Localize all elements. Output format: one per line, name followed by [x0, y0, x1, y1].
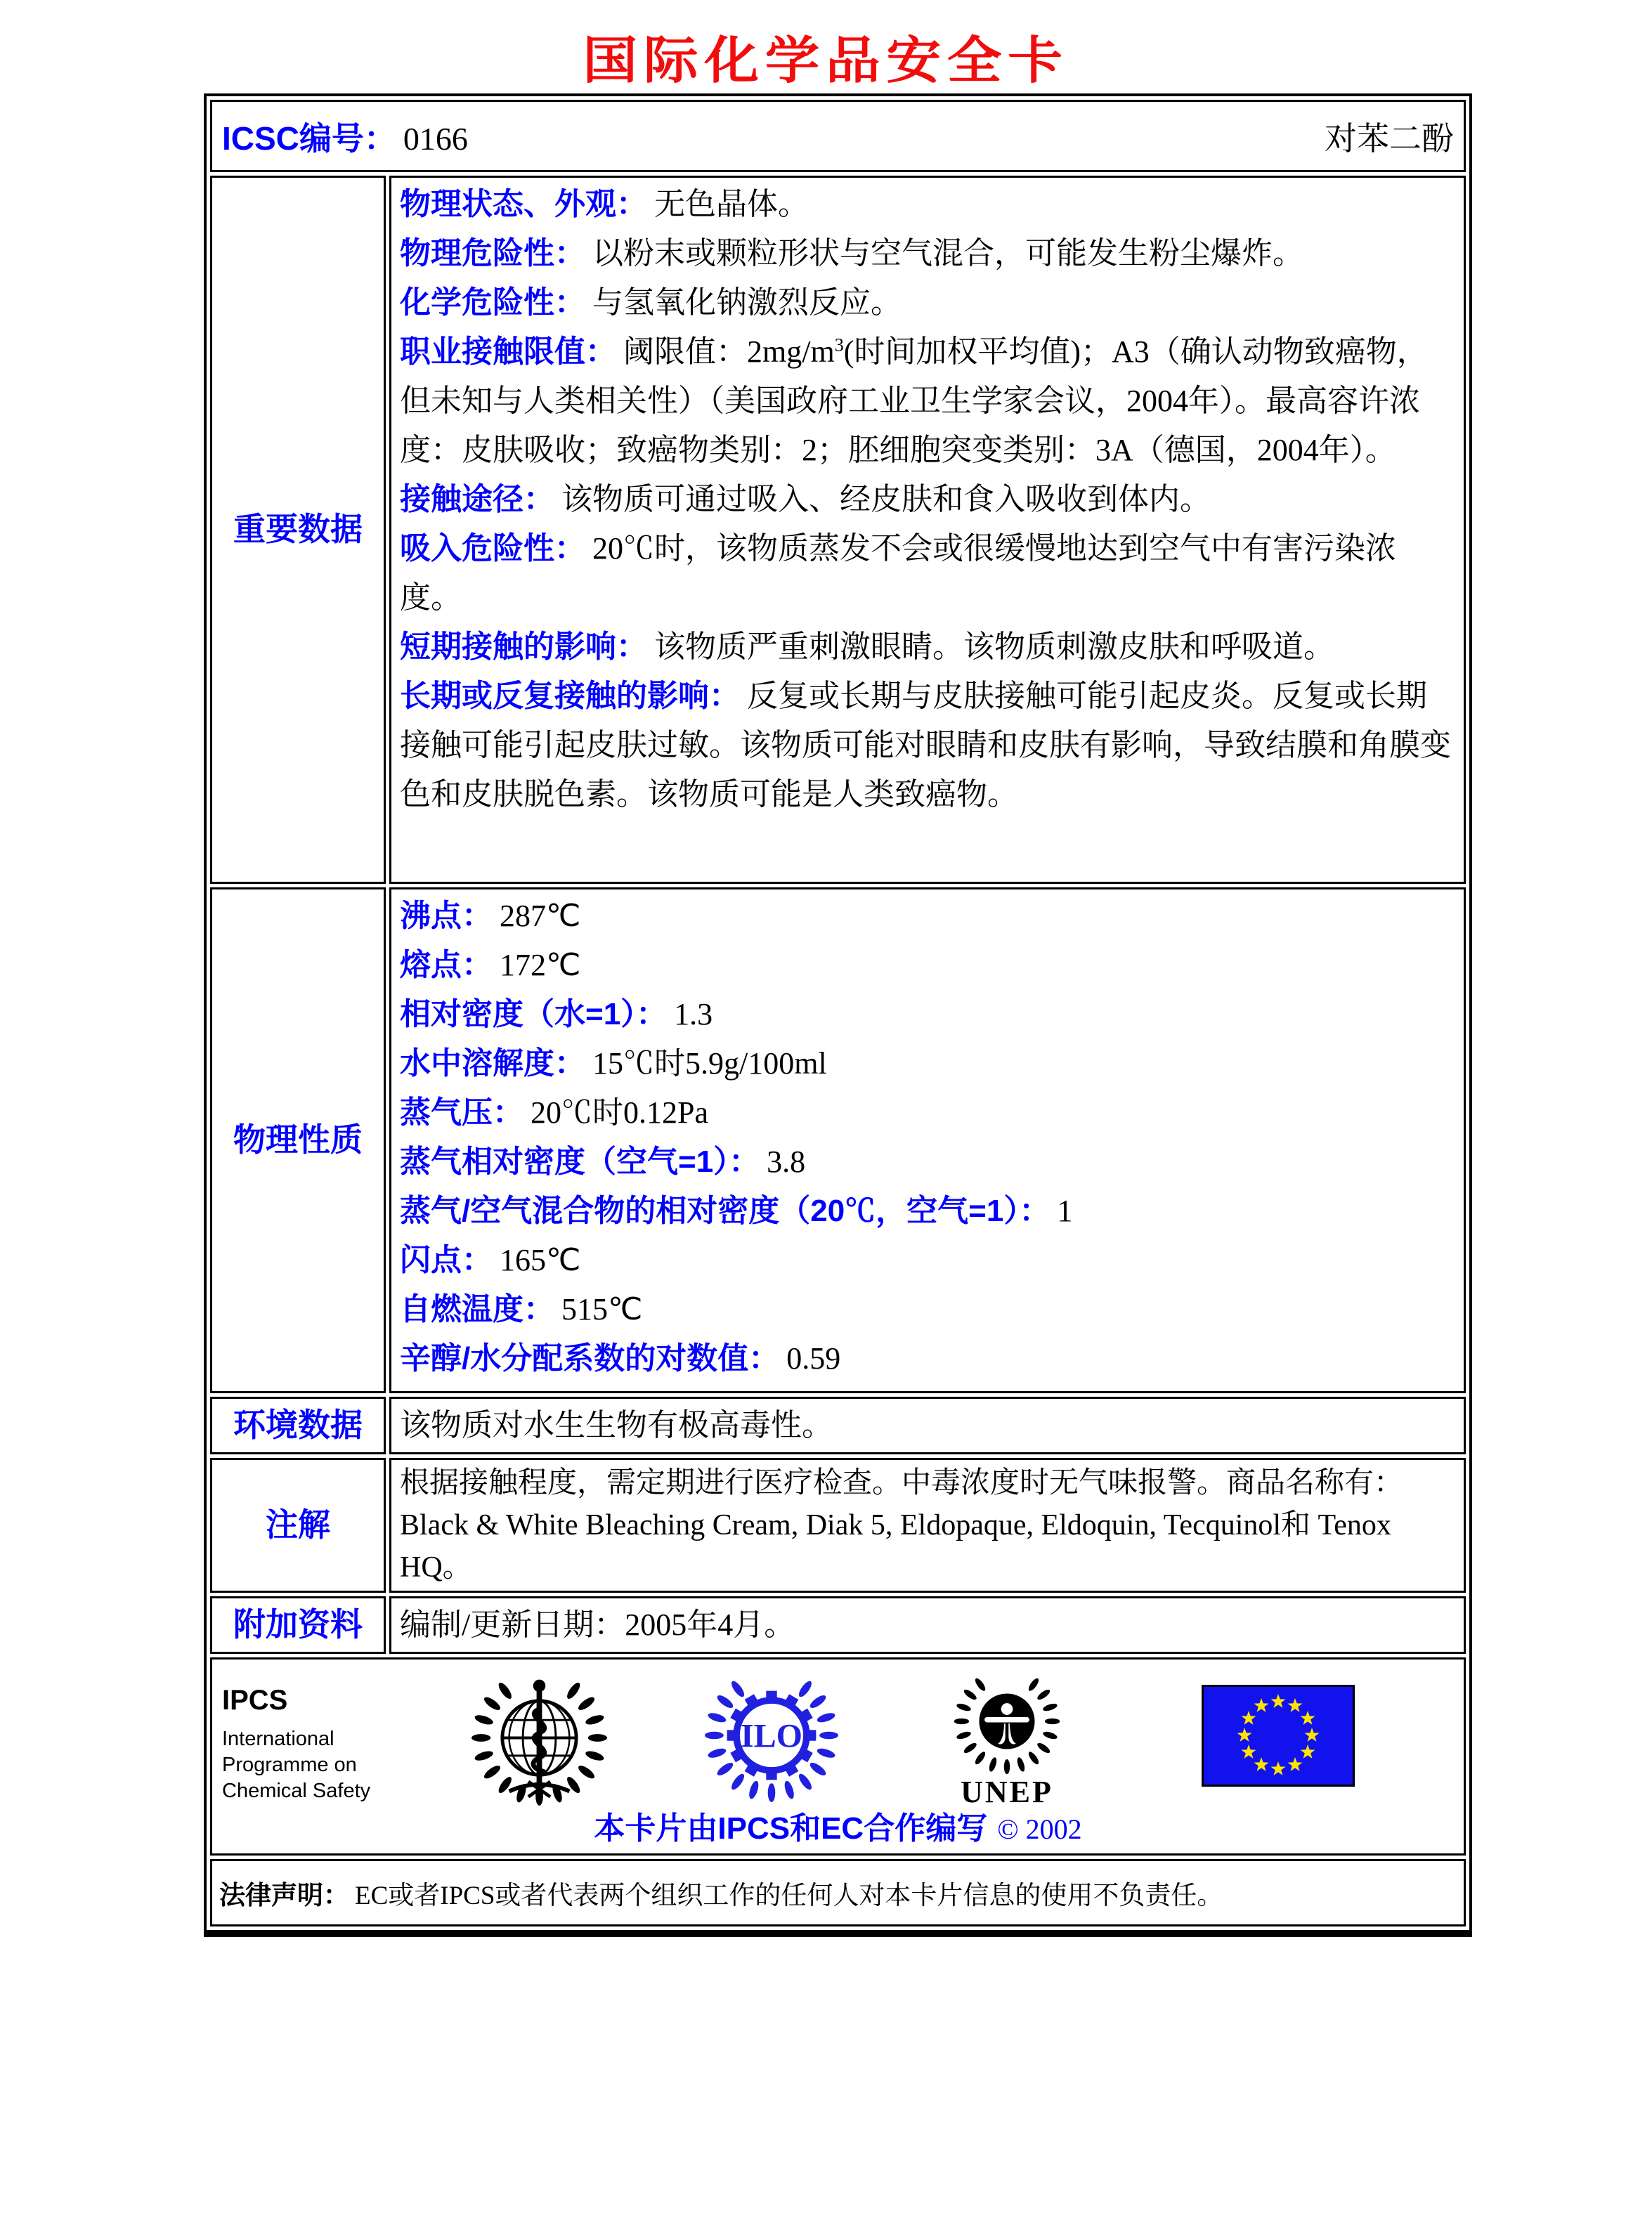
entry-label: 短期接触的影响：: [400, 630, 647, 664]
ilo-wordmark: ILO: [740, 1717, 803, 1755]
entry-autoignition-temperature: [400, 1285, 1455, 1334]
entry-label: 相对密度（水=1）：: [400, 997, 668, 1031]
entry-label: 沸点：: [400, 899, 493, 933]
entry-text: 反复或长期与皮肤接触可能引起皮炎。反复或长期接触可能引起皮肤过敏。该物质可能对眼睛和皮肤有影响，导致结膜和角膜变色和皮肤脱色素。该物质可能是人类致癌物。: [400, 679, 1451, 811]
entry-exposure-routes: [400, 475, 1455, 524]
copyright: © 2002: [997, 1813, 1082, 1845]
entry-text: 阈限值：2mg/m: [623, 334, 835, 369]
entry-label: 水中溶解度：: [400, 1046, 585, 1081]
entry-text: 该物质可通过吸入、经皮肤和食入吸收到体内。: [561, 482, 1211, 516]
entry-text: 1: [1057, 1194, 1073, 1228]
header-row: [210, 100, 1466, 172]
ipcs-name-line: International: [222, 1728, 334, 1750]
entry-label: 辛醇/水分配系数的对数值：: [400, 1341, 780, 1376]
entry-melting-point: [400, 941, 1455, 990]
entry-text: 20℃时0.12Pa: [531, 1095, 708, 1130]
entry-text: 515℃: [561, 1292, 643, 1326]
entry-boiling-point: [400, 892, 1455, 941]
entry-inhalation-risk: [400, 524, 1455, 622]
ipcs-text-block: [222, 1685, 370, 1804]
entry-text: 172℃: [500, 948, 581, 982]
additional-info-row: [210, 1596, 1466, 1654]
physical-properties-content: [389, 887, 1466, 1393]
section-label-environmental-data: 环境数据: [210, 1397, 386, 1454]
important-data-row: [210, 176, 1466, 884]
ipcs-name-line: Chemical Safety: [222, 1780, 371, 1802]
superscript-3: 3: [834, 334, 844, 356]
entry-label: 接触途径：: [400, 482, 554, 516]
icsc-number-label: ICSC编号：: [222, 119, 396, 157]
entry-label: 长期或反复接触的影响：: [400, 679, 740, 713]
entry-text: 20℃时，该物质蒸发不会或很缓慢地达到空气中有害污染浓度。: [400, 531, 1396, 615]
legal-cell: [210, 1859, 1466, 1926]
entry-long-term-effects: [400, 672, 1455, 819]
page-title: 国际化学品安全卡: [583, 33, 1069, 89]
entry-physical-state: [400, 180, 1455, 229]
unep-wordmark: UNEP: [961, 1775, 1053, 1809]
entry-label: 蒸气/空气混合物的相对密度（20℃，空气=1）：: [400, 1194, 1051, 1228]
entry-text: (时间加权平均值)；A3（确认动物致癌物，但未知与人类相关性）（美国政府工业卫生学家会议，2004年）。最高容许浓度：皮肤吸收；致癌物类别：2；胚细胞突变类别：3A（德国，2004年）。: [400, 334, 1428, 467]
icsc-number: 0166: [403, 120, 468, 157]
entry-occupational-limits: [400, 327, 1455, 475]
entry-label: 熔点：: [400, 948, 493, 982]
entry-label: 蒸气相对密度（空气=1）：: [400, 1145, 760, 1179]
entry-vapor-relative-density: [400, 1137, 1455, 1187]
legal-row: [210, 1859, 1466, 1926]
footer-caption-text: 本卡片由IPCS和EC合作编写: [594, 1811, 988, 1846]
entry-text: 该物质严重刺激眼睛。该物质刺激皮肤和呼吸道。: [654, 630, 1334, 664]
who-icon: [471, 1669, 608, 1810]
footer-caption: [212, 1803, 1464, 1848]
legal-text: EC或者IPCS或者代表两个组织工作的任何人对本卡片信息的使用不负责任。: [355, 1882, 1223, 1910]
entry-chemical-danger: [400, 278, 1455, 327]
entry-label: 职业接触限值：: [400, 334, 616, 369]
entry-text: 287℃: [500, 899, 581, 933]
entry-label: 吸入危险性：: [400, 531, 585, 566]
entry-water-solubility: [400, 1039, 1455, 1088]
eu-flag-icon: [1202, 1685, 1355, 1790]
environmental-data-text: 该物质对水生生物有极高毒性。: [389, 1397, 1466, 1454]
ilo-icon: [704, 1668, 839, 1806]
unep-icon: [947, 1668, 1067, 1810]
logos-cell: [210, 1657, 1466, 1856]
ipcs-acronym: IPCS: [222, 1685, 288, 1716]
section-label-physical-properties: 物理性质: [210, 887, 386, 1393]
safety-card-table: [204, 93, 1472, 1937]
entry-relative-density: [400, 990, 1455, 1039]
entry-text: 15℃时5.9g/100ml: [592, 1046, 827, 1081]
entry-vapor-pressure: [400, 1088, 1455, 1137]
logos-row: [210, 1657, 1466, 1856]
notes-text: 根据接触程度，需定期进行医疗检查。中毒浓度时无气味报警。商品名称有：Black & White Bleaching Cream, Diak 5, Eldopaque, Eldoquin, Tecquinol和 Tenox HQ。: [389, 1458, 1466, 1593]
entry-text: 165℃: [500, 1243, 581, 1277]
environmental-data-row: [210, 1397, 1466, 1454]
entry-label: 化学危险性：: [400, 285, 585, 320]
section-label-additional-info: 附加资料: [210, 1596, 386, 1654]
section-label-important-data: 重要数据: [210, 176, 386, 884]
additional-info-text: 编制/更新日期：2005年4月。: [389, 1596, 1466, 1654]
ipcs-name-line: Programme on: [222, 1754, 357, 1776]
entry-label: 物理危险性：: [400, 236, 585, 270]
entry-short-term-effects: [400, 622, 1455, 672]
entry-vapor-air-mixture-density: [400, 1187, 1455, 1236]
entry-text: 0.59: [786, 1341, 841, 1376]
important-data-content: [389, 176, 1466, 884]
entry-label: 蒸气压：: [400, 1095, 523, 1130]
entry-text: 无色晶体。: [654, 187, 809, 221]
section-label-notes: 注解: [210, 1458, 386, 1593]
chemical-name: 对苯二酚: [1325, 120, 1454, 157]
entry-text: 与氢氧化钠激烈反应。: [592, 285, 902, 320]
entry-label: 物理状态、外观：: [400, 187, 647, 221]
entry-text: 1.3: [674, 997, 713, 1031]
notes-row: [210, 1458, 1466, 1593]
entry-text: 3.8: [767, 1145, 806, 1179]
entry-label: 闪点：: [400, 1243, 493, 1277]
entry-octanol-water-partition: [400, 1334, 1455, 1383]
entry-text: 以粉末或颗粒形状与空气混合，可能发生粉尘爆炸。: [592, 236, 1303, 270]
entry-label: 自燃温度：: [400, 1292, 554, 1326]
legal-label: 法律声明：: [219, 1881, 349, 1910]
physical-properties-row: [210, 887, 1466, 1393]
header-cell: [210, 100, 1466, 172]
entry-flash-point: [400, 1236, 1455, 1285]
entry-physical-danger: [400, 229, 1455, 278]
